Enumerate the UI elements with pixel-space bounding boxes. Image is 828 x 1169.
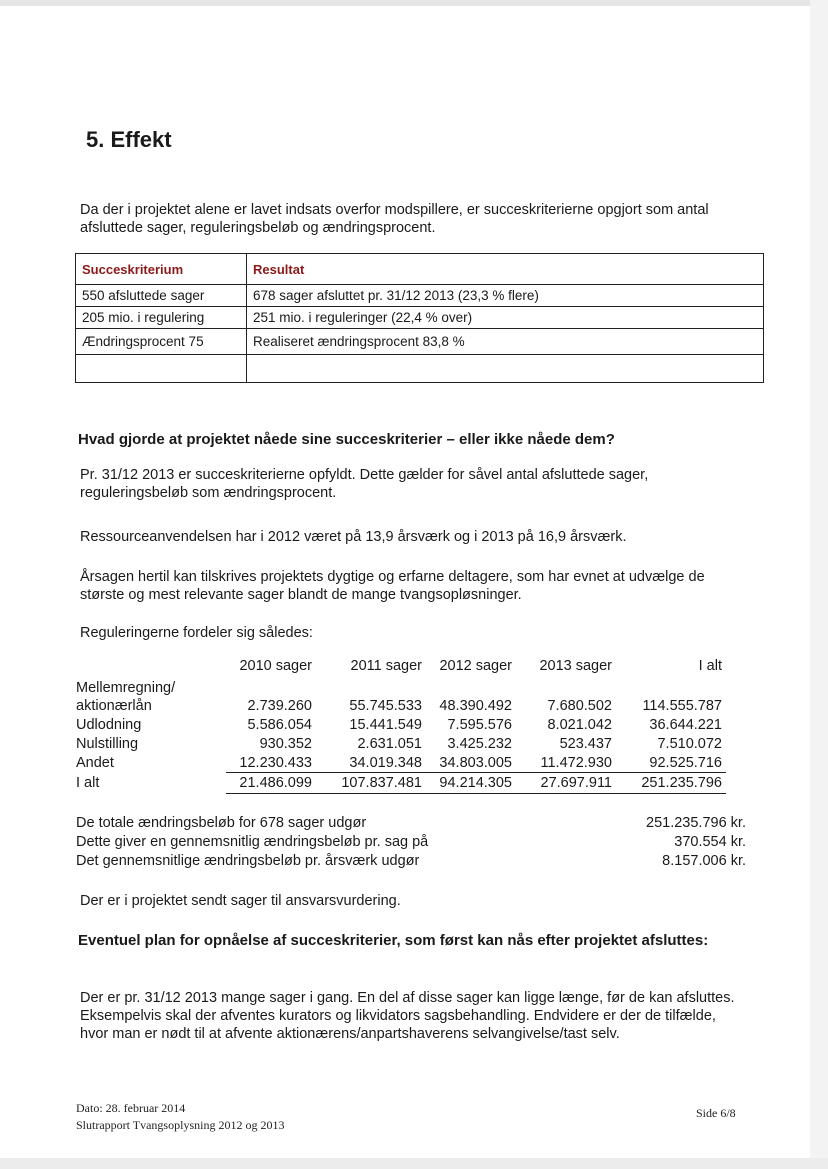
summary-value: 370.554 kr. bbox=[674, 834, 746, 850]
plan-heading: Eventuel plan for opnåelse af succeskriterier, som først kan nås efter projektet afsluttes: bbox=[78, 932, 709, 949]
col-header-2011: 2011 sager bbox=[350, 658, 422, 674]
cell-value: 8.021.042 bbox=[547, 717, 612, 733]
question-heading: Hvad gjorde at projektet nåede sine succeskriterier – eller ikke nåede dem? bbox=[78, 431, 615, 448]
total-underline bbox=[226, 793, 726, 794]
cell-value: 251.235.796 bbox=[641, 775, 722, 791]
criteria-header-row bbox=[76, 254, 764, 285]
scan-bottom-edge bbox=[0, 1158, 828, 1169]
row-label: Udlodning bbox=[76, 717, 142, 733]
table-row-total bbox=[76, 775, 746, 793]
criteria-row bbox=[76, 329, 764, 355]
cell-value: 107.837.481 bbox=[341, 775, 422, 791]
col-header-2013: 2013 sager bbox=[539, 658, 612, 674]
cell-value: 11.472.930 bbox=[540, 755, 612, 771]
summary-row bbox=[76, 853, 746, 871]
scan-right-edge bbox=[810, 0, 828, 1169]
summary-label: Det gennemsnitlige ændringsbeløb pr. årsværk udgør bbox=[76, 853, 420, 869]
cell-value: 27.697.911 bbox=[540, 775, 612, 791]
cell-value: 7.510.072 bbox=[657, 736, 722, 752]
empty-cell bbox=[76, 355, 247, 383]
summary-value: 251.235.796 kr. bbox=[646, 815, 746, 831]
cell-value: 36.644.221 bbox=[649, 717, 722, 733]
summary-label: De totale ændringsbeløb for 678 sager udgør bbox=[76, 815, 367, 831]
summary-row bbox=[76, 834, 746, 852]
row-label: Mellemregning/ bbox=[76, 680, 176, 696]
cell-value: 930.352 bbox=[259, 736, 312, 752]
scan-top-edge bbox=[0, 0, 828, 6]
cell-value: 94.214.305 bbox=[439, 775, 512, 791]
paragraph-1: Pr. 31/12 2013 er succeskriterierne opfyldt. Dette gælder for såvel antal afsluttede sager, reguleringsbeløb som ændringsprocent. bbox=[80, 467, 649, 501]
table-row bbox=[76, 717, 746, 735]
criteria-row bbox=[76, 307, 764, 329]
cell-value: 5.586.054 bbox=[247, 717, 312, 733]
cell-value: 34.019.348 bbox=[349, 755, 422, 771]
intro-paragraph: Da der i projektet alene er lavet indsats overfor modspillere, er succeskriterierne opgjort som antal afsluttede sager, reguleringsbeløb og ændringsprocent. bbox=[80, 202, 709, 236]
cell-value: 92.525.716 bbox=[649, 755, 722, 771]
result-cell: 251 mio. i reguleringer (22,4 % over) bbox=[247, 307, 764, 329]
paragraph-3: Årsagen hertil kan tilskrives projektets dygtige og erfarne deltagere, som har evnet at udvælge de største og mest relevante sager blandt de mange tvangsopløsninger. bbox=[80, 569, 705, 603]
cell-value: 55.745.533 bbox=[349, 698, 422, 714]
cell-value: 3.425.232 bbox=[447, 736, 512, 752]
cell-value: 21.486.099 bbox=[239, 775, 312, 791]
row-label: aktionærlån bbox=[76, 698, 152, 714]
cell-value: 7.680.502 bbox=[547, 698, 612, 714]
table-row bbox=[76, 755, 746, 773]
row-label: Andet bbox=[76, 755, 114, 771]
col-header-2010: 2010 sager bbox=[239, 658, 312, 674]
footer-report-title: Slutrapport Tvangsoplysning 2012 og 2013 bbox=[76, 1118, 285, 1132]
empty-cell bbox=[247, 355, 764, 383]
cell-value: 34.803.005 bbox=[439, 755, 512, 771]
table-row bbox=[76, 698, 746, 716]
cell-value: 15.441.549 bbox=[349, 717, 422, 733]
criteria-row bbox=[76, 285, 764, 307]
criteria-header-criterion: Succeskriterium bbox=[76, 254, 247, 285]
cell-value: 48.390.492 bbox=[439, 698, 512, 714]
cell-value: 523.437 bbox=[559, 736, 612, 752]
subtotal-underline bbox=[226, 772, 726, 773]
paragraph-2: Ressourceanvendelsen har i 2012 været på 13,9 årsværk og i 2013 på 16,9 årsværk. bbox=[80, 529, 627, 545]
summary-value: 8.157.006 kr. bbox=[662, 853, 746, 869]
col-header-total: I alt bbox=[698, 658, 722, 674]
criteria-cell: 550 afsluttede sager bbox=[76, 285, 247, 307]
result-cell: Realiseret ændringsprocent 83,8 % bbox=[247, 329, 764, 355]
criteria-header-result: Resultat bbox=[247, 254, 764, 285]
paragraph-5: Der er i projektet sendt sager til ansvarsvurdering. bbox=[80, 893, 401, 909]
criteria-table bbox=[75, 253, 764, 383]
table-row bbox=[76, 736, 746, 754]
paragraph-4: Reguleringerne fordeler sig således: bbox=[80, 625, 313, 641]
section-title: 5. Effekt bbox=[86, 127, 172, 152]
criteria-cell: Ændringsprocent 75 bbox=[76, 329, 247, 355]
cell-value: 12.230.433 bbox=[239, 755, 312, 771]
summary-row bbox=[76, 815, 746, 833]
footer-date: Dato: 28. februar 2014 bbox=[76, 1101, 186, 1115]
paragraph-6: Der er pr. 31/12 2013 mange sager i gang. En del af disse sager kan ligge længe, før de kan afsluttes. Eksempelvis skal der afventes kurators og likvidators sagsbehandling. Endvidere er der de tilfælde, hvor man er nødt til at afvente aktionærens/anpartshaverens selvangivelse/tast selv. bbox=[80, 990, 735, 1042]
cell-value: 7.595.576 bbox=[447, 717, 512, 733]
row-label: I alt bbox=[76, 775, 100, 791]
row-label: Nulstilling bbox=[76, 736, 139, 752]
criteria-empty-row bbox=[76, 355, 764, 383]
table-row bbox=[76, 680, 746, 698]
cell-value: 2.631.051 bbox=[357, 736, 422, 752]
criteria-cell: 205 mio. i regulering bbox=[76, 307, 247, 329]
result-cell: 678 sager afsluttet pr. 31/12 2013 (23,3 % flere) bbox=[247, 285, 764, 307]
col-header-2012: 2012 sager bbox=[439, 658, 512, 674]
summary-label: Dette giver en gennemsnitlig ændringsbeløb pr. sag på bbox=[76, 834, 429, 850]
cell-value: 2.739.260 bbox=[247, 698, 312, 714]
cell-value: 114.555.787 bbox=[642, 698, 722, 714]
footer-page-number: Side 6/8 bbox=[696, 1106, 736, 1120]
